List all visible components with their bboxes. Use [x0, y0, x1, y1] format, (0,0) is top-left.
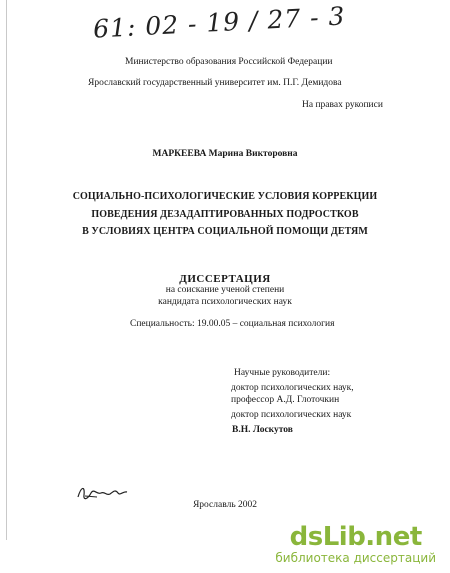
author-name: МАРКЕЕВА Марина Викторовна: [152, 149, 298, 159]
handwritten-catalog-number: 61: 02 - 19 / 27 - 3: [92, 1, 347, 44]
degree-line-2: кандидата психологических наук: [158, 297, 292, 307]
city-year: Ярославль 2002: [192, 500, 258, 510]
supervisors-heading: Научные руководители:: [234, 368, 331, 378]
supervisor-1-name: профессор А.Д. Глоточкин: [231, 395, 340, 405]
supervisor-1-degree: доктор психологических наук,: [231, 383, 354, 393]
watermark-logo: dsLib.net: [289, 522, 422, 552]
title-line-2: ПОВЕДЕНИЯ ДЕЗАДАПТИРОВАННЫХ ПОДРОСТКОВ: [91, 209, 359, 220]
title-line-1: СОЦИАЛЬНО-ПСИХОЛОГИЧЕСКИЕ УСЛОВИЯ КОРРЕКЦИИ: [72, 191, 378, 202]
supervisor-2-name: В.Н. Лоскутов: [232, 425, 293, 435]
supervisor-2-degree: доктор психологических наук: [231, 410, 352, 420]
specialty-line: Специальность: 19.00.05 – социальная психология: [130, 319, 335, 329]
dissertation-heading: ДИССЕРТАЦИЯ: [179, 273, 271, 285]
watermark-subtitle: библиотека диссертаций: [275, 551, 436, 565]
dslib-watermark: [275, 523, 436, 565]
degree-line-1: на соискание ученой степени: [165, 285, 285, 295]
page-edge: [6, 0, 7, 540]
manuscript-note: На правах рукописи: [302, 100, 383, 110]
title-line-3: В УСЛОВИЯХ ЦЕНТРА СОЦИАЛЬНОЙ ПОМОЩИ ДЕТЯМ: [82, 226, 368, 237]
university-line: Ярославский государственный университет им. П.Г. Демидова: [88, 78, 342, 88]
ministry-line: Министерство образования Российской Федерации: [125, 57, 333, 67]
